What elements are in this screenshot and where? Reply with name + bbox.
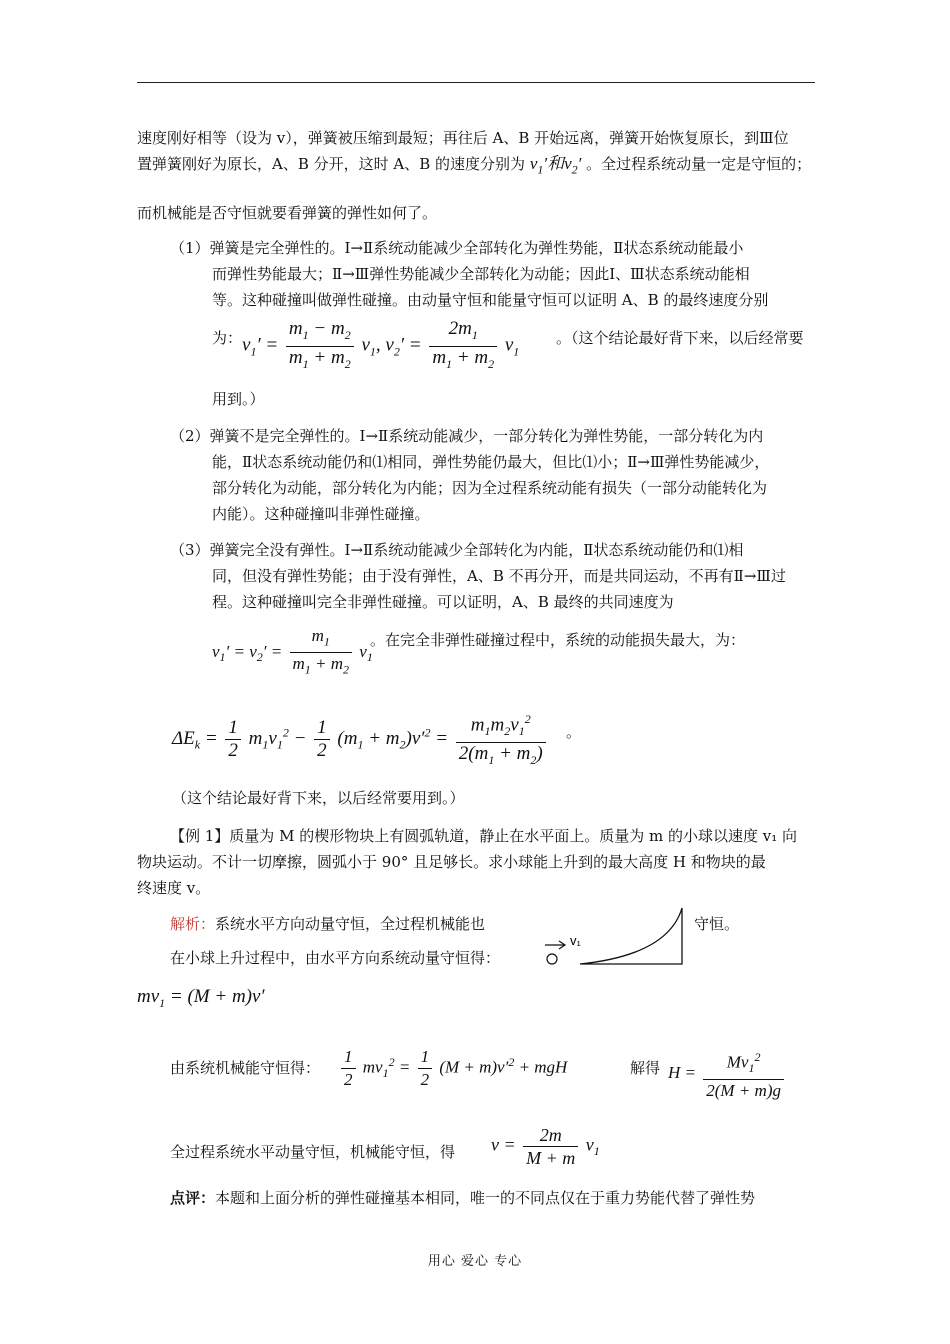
text-span: 。全过程系统动量一定是守恒的； [586,155,812,173]
height-result: H = $\frac{Mv_1^2}{2(M + m)g}$ [668,1046,787,1102]
wedge-outline [580,908,682,964]
text-line: 【例 1】质量为 M 的楔形物块上有圆弧轨道，静止在水平面上。质量为 m 的小球以速度 v₁ 向 [170,827,797,845]
header-rule [137,82,815,83]
text-line: 解得 [630,1059,661,1077]
text-line: 等。这种碰撞叫做弹性碰撞。由动量守恒和能量守恒可以证明 A、B 的最终速度分别 [212,291,769,309]
page-footer: 用心 爱心 专心 [427,1254,523,1269]
text-line: 。 [566,723,582,741]
energy-equation: $\frac{1}{2}$ $mv_1^2$ = $\frac{1}{2}$ $(M + m)v'^2$ + mgH [338,1046,567,1091]
text-line: 物块运动。不计一切摩擦，圆弧小于 90° 且足够长。求小球能上升到的最大高度 H 和物块的最 [137,853,766,871]
text-line: 为： [212,329,243,347]
comment-label: 点评： [170,1189,216,1207]
elastic-collision-formula: $v_1'$ = $\frac{m_1 - m_2}{m_1 + m_2}$ $v_1$, $v_2'$ = $\frac{2m_1}{m_1 + m_2}$ $v_1$ [242,318,520,371]
text-line: （3）弹簧完全没有弹性。Ⅰ→Ⅱ系统动能减少全部转化为内能，Ⅱ状态系统动能仍和⑴相 [170,541,744,559]
text-line: 程。这种碰撞叫完全非弹性碰撞。可以证明，A、B 最终的共同速度为 [212,593,674,611]
inelastic-velocity-formula: $v_1' = v_2'$ = $\frac{m_1}{m_1 + m_2}$ $v_1$ [212,626,373,677]
text-span: 置弹簧刚好为原长，A、B 分开，这时 A、B 的速度分别为 [137,155,526,173]
text-line: 由系统机械能守恒得： [170,1059,321,1077]
text-line: 用到。） [212,390,265,408]
text-line: （1）弹簧是完全弹性的。Ⅰ→Ⅱ系统动能减少全部转化为弹性势能，Ⅱ状态系统动能最小 [170,239,744,257]
text-line: 部分转化为动能，部分转化为内能；因为全过程系统动能有损失（一部分动能转化为 [212,479,768,497]
ball-icon [547,954,557,964]
solution-label: 解析： [170,915,216,933]
text-line: 。（这个结论最好背下来，以后经常要 [556,329,804,347]
text-line: 而机械能是否守恒就要看弹簧的弹性如何了。 [137,204,438,222]
text-line: 而弹性势能最大；Ⅱ→Ⅲ弹性势能减少全部转化为动能；因此Ⅰ、Ⅲ状态系统动能相 [212,265,750,283]
energy-loss-formula: $\Delta E_k$ = $\frac{1}{2}$ $m_1v_1^2$ − $\frac{1}{2}$ $(m_1 + m_2)v'^2$ = $\frac{m_1m_2v_1^2}{2(m_1 + m_2)}$ [172,708,549,771]
text-line [170,914,485,934]
text-line: 能，Ⅱ状态系统动能仍和⑴相同，弹性势能仍最大，但比⑴小；Ⅱ→Ⅲ弹性势能减少， [212,453,770,471]
text-line: （这个结论最好背下来，以后经常要用到。） [172,789,465,807]
text-span: 本题和上面分析的弹性碰撞基本相同，唯一的不同点仅在于重力势能代替了弹性势 [215,1189,756,1207]
text-line: 终速度 v。 [137,879,211,897]
velocity-label: v₁ [570,933,581,948]
text-line: 内能）。这种碰撞叫非弹性碰撞。 [212,505,430,523]
text-line [137,154,811,179]
velocity-result: v = $\frac{2m}{M + m}$ $v_1$ [491,1125,600,1168]
momentum-equation: $mv_1 = (M + m)v'$ [137,986,265,1010]
text-line: 守恒。 [694,915,740,933]
text-line: （2）弹簧不是完全弹性的。Ⅰ→Ⅱ系统动能减少，一部分转化为弹性势能，一部分转化为内 [170,427,764,445]
text-line: 。在完全非弹性碰撞过程中，系统的动能损失最大，为： [370,631,746,649]
text-span: 系统水平方向动量守恒，全过程机械能也 [215,915,486,933]
velocity-formula: $v_1'$和$v_2'$ [529,154,582,177]
wedge-figure [540,905,690,967]
text-line: 在小球上升过程中，由水平方向系统动量守恒得： [170,949,501,967]
text-line: 同，但没有弹性势能；由于没有弹性，A、B 不再分开，而是共同运动，不再有Ⅱ→Ⅲ过 [212,567,786,585]
text-line [170,1188,755,1208]
text-line: 速度刚好相等（设为 v），弹簧被压缩到最短；再往后 A、B 开始远离，弹簧开始恢复原长，到Ⅲ位 [137,129,789,147]
text-line: 全过程系统水平动量守恒，机械能守恒，得 [170,1143,456,1161]
